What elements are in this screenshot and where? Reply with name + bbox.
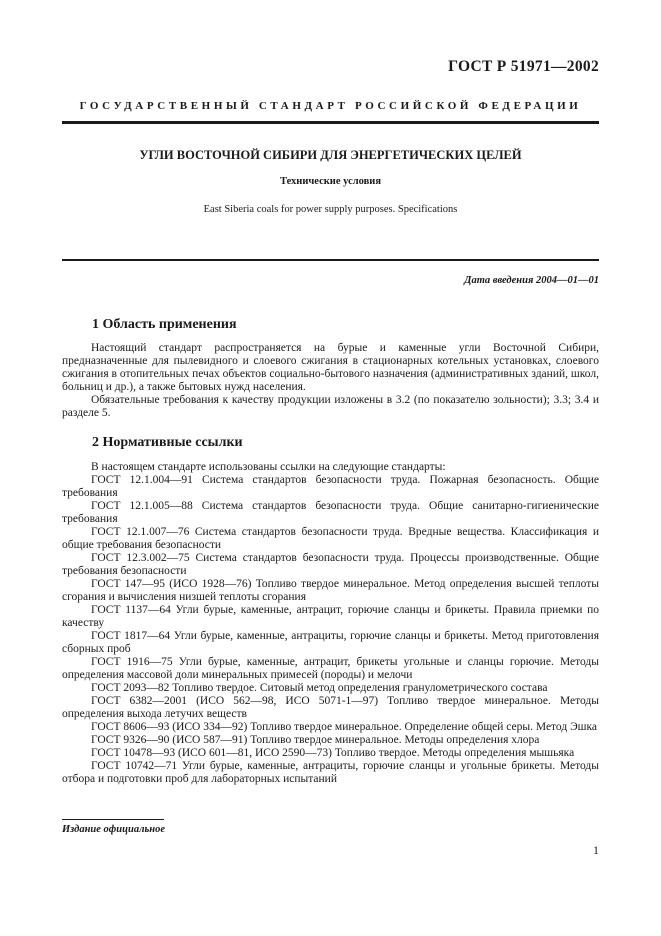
section-2-heading: 2 Нормативные ссылки — [92, 435, 243, 450]
page-number: 1 — [593, 843, 599, 857]
reference-item: ГОСТ 12.1.007—76 Система стандартов безопасности труда. Вредные вещества. Классификация и общие требования безопасности — [62, 526, 599, 551]
section-2-body — [62, 461, 599, 786]
section-1-heading: 1 Область применения — [92, 317, 237, 332]
reference-item: ГОСТ 1817—64 Угли бурые, каменные, антрациты, горючие сланцы и брикеты. Метод приготовления сборных проб — [62, 630, 599, 655]
title-divider — [62, 259, 599, 261]
document-subtitle: Технические условия — [279, 176, 382, 187]
introduction-date: Дата введения 2004—01—01 — [464, 275, 599, 286]
document-title: УГЛИ ВОСТОЧНОЙ СИБИРИ ДЛЯ ЭНЕРГЕТИЧЕСКИХ ЦЕЛЕЙ — [139, 148, 522, 162]
state-standard-header: ГОСУДАРСТВЕННЫЙ СТАНДАРТ РОССИЙСКОЙ ФЕДЕРАЦИИ — [79, 100, 582, 112]
reference-item: ГОСТ 9326—90 (ИСО 587—91) Топливо твердое минеральное. Методы определения хлора — [91, 734, 540, 746]
reference-item: ГОСТ 12.1.004—91 Система стандартов безопасности труда. Пожарная безопасность. Общие требования — [62, 474, 599, 499]
reference-item: ГОСТ 10742—71 Угли бурые, каменные, антрациты, горючие сланцы и угольные брикеты. Методы отбора и подготовки проб для лабораторных испытаний — [62, 760, 599, 785]
section-1-paragraph: Обязательные требования к качеству продукции изложены в 3.2 (по показателю зольности); 3.3; 3.4 и разделе 5. — [62, 394, 599, 419]
reference-item: ГОСТ 10478—93 (ИСО 601—81, ИСО 2590—73) Топливо твердое. Методы определения мышьяка — [91, 747, 575, 759]
reference-item: ГОСТ 12.3.002—75 Система стандартов безопасности труда. Процессы производственные. Общие требования безопасности — [62, 552, 599, 577]
edition-label: Издание официальное — [62, 824, 166, 835]
reference-item: ГОСТ 147—95 (ИСО 1928—76) Топливо твердое минеральное. Метод определения высшей теплоты сгорания и вычисления низшей теплоты сгорания — [62, 578, 599, 603]
reference-item: ГОСТ 12.1.005—88 Система стандартов безопасности труда. Общие санитарно-гигиенические требования — [62, 500, 599, 525]
document-code: ГОСТ Р 51971—2002 — [448, 58, 599, 75]
section-1-body — [62, 342, 599, 420]
reference-item: ГОСТ 1916—75 Угли бурые, каменные, антрацит, брикеты угольные и сланцы горючие. Методы определения массовой доли минеральных примесей (породы) и мелочи — [62, 656, 599, 681]
english-title: East Siberia coals for power supply purposes. Specifications — [203, 204, 458, 215]
header-divider — [62, 121, 599, 124]
section-2-intro: В настоящем стандарте использованы ссылки на следующие стандарты: — [91, 461, 446, 473]
footer-divider — [62, 819, 164, 820]
reference-item: ГОСТ 6382—2001 (ИСО 562—98, ИСО 5071-1—97) Топливо твердое минеральное. Методы определения выхода летучих веществ — [62, 695, 599, 720]
reference-item: ГОСТ 8606—93 (ИСО 334—92) Топливо твердое минеральное. Определение общей серы. Метод Эшка — [91, 721, 598, 733]
reference-item: ГОСТ 2093—82 Топливо твердое. Ситовый метод определения гранулометрического состава — [91, 682, 548, 694]
section-1-paragraph: Настоящий стандарт распространяется на бурые и каменные угли Восточной Сибири, предназначенные для пылевидного и слоевого сжигания в стационарных котельных установках, слоевого сжигания в отопительных печах объектов социально-бытового назначения (административных зданий, школ, больниц и др.), а также бытовых нужд населения. — [62, 342, 599, 393]
reference-item: ГОСТ 1137—64 Угли бурые, каменные, антрацит, горючие сланцы и брикеты. Правила приемки по качеству — [62, 604, 599, 629]
